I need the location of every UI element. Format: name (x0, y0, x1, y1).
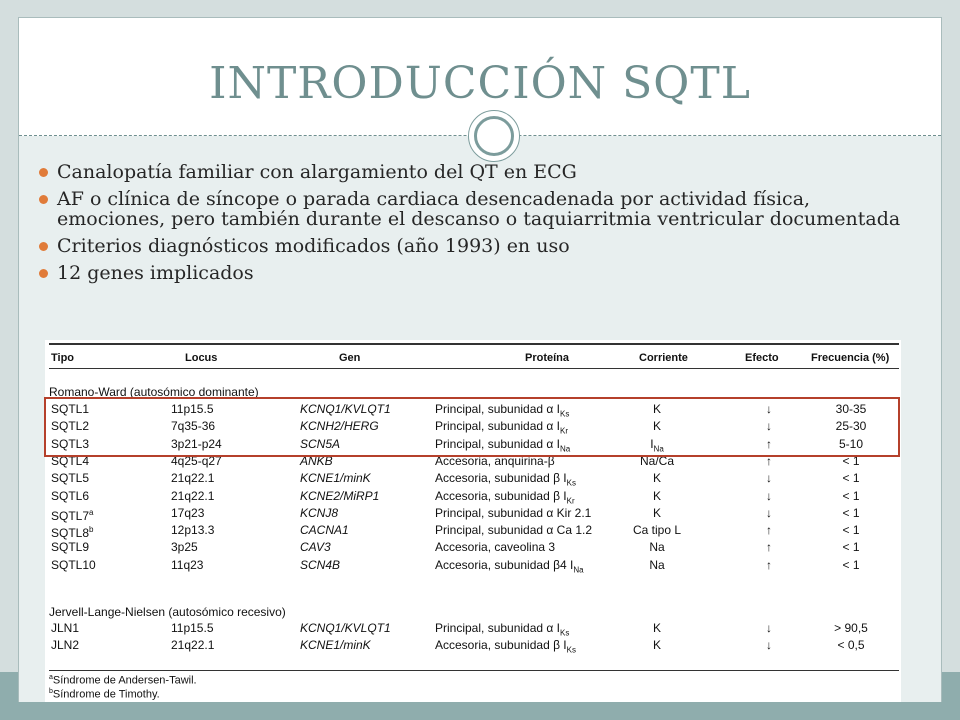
cell-corriente: Ca tipo L (632, 523, 682, 537)
cell-frecuencia: < 1 (842, 506, 860, 520)
cell-corriente: K (652, 402, 661, 416)
cell-corriente: K (652, 419, 661, 433)
cell-gen: CACNA1 (300, 523, 349, 537)
cell-proteina: Principal, subunidad α $I_{Ks}$ (435, 621, 570, 638)
cell-efecto: ↑ (766, 454, 772, 468)
cell-proteina: Accesoria, subunidad β $I_{Ks}$ (435, 471, 576, 488)
cell-tipo: JLN2 (51, 638, 80, 652)
cell-gen: KCNJ8 (300, 506, 339, 520)
footnote-marker: a (49, 674, 53, 681)
cell-locus: 21q22.1 (171, 638, 215, 652)
cell-locus: 12p13.3 (171, 523, 215, 537)
group-jervell-lange-nielsen: Jervell-Lange-Nielsen (autosómico recesivo) (49, 605, 286, 619)
cell-tipo: SQTL5 (51, 471, 90, 485)
bullet-item (37, 189, 917, 229)
cell-frecuencia: 25-30 (835, 419, 867, 433)
current-subscript: Na (560, 444, 571, 454)
footnote-marker: b (49, 688, 53, 695)
cell-locus: 11p15.5 (171, 621, 214, 635)
cell-proteina: Principal, subunidad α Kir 2.1 (435, 506, 592, 520)
cell-proteina: Accesoria, subunidad β4 $I_{Na}$ (435, 558, 584, 575)
bullet-text: AF o clínica de síncope o parada cardiaca desencadenada por actividad física, emociones, pero también durante el descanso o taquiarritmia ventricular documentada (57, 188, 901, 230)
bullet-item (37, 263, 917, 283)
current-subscript: Kr (566, 496, 575, 506)
cell-gen: KCNE2/MiRP1 (300, 489, 380, 503)
cell-tipo: JLN1 (51, 621, 80, 635)
cell-locus: 4q25-q27 (171, 454, 222, 468)
table-top-rule (49, 343, 899, 345)
cell-frecuencia: > 90,5 (834, 621, 868, 635)
bullet-text: Canalopatía familiar con alargamiento del QT en ECG (57, 161, 577, 183)
cell-gen: ANKB (300, 454, 333, 468)
cell-proteina: Accesoria, subunidad β $I_{Ks}$ (435, 638, 576, 655)
cell-efecto: ↓ (766, 402, 772, 416)
current-subscript: Ks (560, 628, 570, 638)
cell-locus: 17q23 (171, 506, 205, 520)
cell-frecuencia: < 1 (842, 540, 860, 554)
cell-tipo: SQTL6 (51, 489, 90, 503)
cell-corriente: $I_{Na}$ (650, 437, 664, 454)
table-header-rule (49, 368, 899, 369)
highlight-box (44, 397, 900, 457)
cell-locus: 21q22.1 (171, 489, 215, 503)
bullet-text: 12 genes implicados (57, 262, 254, 284)
footnote-a: $^a$Síndrome de Andersen-Tawil. (49, 674, 197, 687)
cell-frecuencia: < 1 (842, 523, 860, 537)
cell-frecuencia: 5-10 (838, 437, 864, 451)
header-locus: Locus (185, 352, 218, 364)
footnote-b: $^b$Síndrome de Timothy. (49, 688, 160, 701)
slide (18, 17, 942, 702)
cell-proteina: Principal, subunidad α $I_{Na}$ (435, 437, 571, 454)
header-frecuencia: Frecuencia (%) (811, 352, 890, 364)
cell-corriente: K (652, 638, 661, 652)
slide-title: INTRODUCCIÓN SQTL (209, 58, 751, 109)
cell-frecuencia: < 1 (842, 558, 860, 572)
cell-frecuencia: < 1 (842, 454, 860, 468)
cell-locus: 3p21-p24 (171, 437, 222, 451)
current-subscript: Ks (560, 409, 570, 419)
bullet-dot-icon (39, 242, 48, 251)
bullet-item (37, 236, 917, 256)
cell-locus: 21q22.1 (171, 471, 215, 485)
cell-tipo: SQTL8$^b$ (51, 525, 94, 540)
cell-corriente: K (652, 506, 661, 520)
current-subscript: Na (653, 444, 664, 454)
cell-efecto: ↓ (766, 621, 772, 635)
cell-gen: KCNE1/minK (300, 471, 371, 485)
cell-corriente: Na (649, 558, 665, 572)
cell-gen: KCNQ1/KVLQT1 (300, 402, 391, 416)
cell-gen: SCN4B (300, 558, 341, 572)
bullet-item (37, 162, 917, 182)
header-efecto: Efecto (745, 352, 779, 364)
current-subscript: Ks (566, 645, 576, 655)
cell-tipo: SQTL10 (51, 558, 96, 572)
cell-corriente: K (652, 471, 661, 485)
cell-tipo: SQTL3 (51, 437, 90, 451)
cell-proteina: Principal, subunidad α $I_{Ks}$ (435, 402, 570, 419)
bullet-text: Criterios diagnósticos modificados (año 1993) en uso (57, 235, 570, 257)
cell-frecuencia: 30-35 (835, 402, 867, 416)
cell-efecto: ↓ (766, 471, 772, 485)
circle-ornament-icon (468, 110, 520, 162)
cell-corriente: K (652, 489, 661, 503)
footnote-marker: b (89, 525, 94, 534)
cell-proteina: Principal, subunidad α Ca 1.2 (435, 523, 593, 537)
header-tipo: Tipo (51, 352, 75, 364)
bullet-dot-icon (39, 168, 48, 177)
cell-efecto: ↑ (766, 437, 772, 451)
header-gen: Gen (339, 352, 361, 364)
cell-efecto: ↓ (766, 419, 772, 433)
cell-efecto: ↑ (766, 558, 772, 572)
current-subscript: Kr (560, 426, 569, 436)
header-proteina: Proteína (525, 352, 570, 364)
bullet-list (37, 162, 917, 290)
cell-gen: KCNQ1/KVLQT1 (300, 621, 391, 635)
cell-locus: 3p25 (171, 540, 198, 554)
cell-locus: 11q23 (171, 558, 204, 572)
cell-corriente: K (652, 621, 661, 635)
cell-efecto: ↑ (766, 540, 772, 554)
cell-frecuencia: < 1 (842, 471, 860, 485)
cell-tipo: SQTL2 (51, 419, 90, 433)
cell-locus: 7q35-36 (171, 419, 216, 433)
genes-table (45, 340, 901, 702)
group-romano-ward: Romano-Ward (autosómico dominante) (49, 385, 259, 399)
cell-proteina: Accesoria, subunidad β $I_{Kr}$ (435, 489, 575, 506)
cell-corriente: Na/Ca (639, 454, 674, 468)
cell-tipo: SQTL4 (51, 454, 90, 468)
cell-proteina: Principal, subunidad α $I_{Kr}$ (435, 419, 569, 436)
cell-proteina: Accesoria, anquirina-β (435, 454, 555, 468)
header-corriente: Corriente (639, 352, 688, 364)
cell-tipo: SQTL7$^a$ (51, 508, 94, 523)
table-bottom-rule (49, 670, 899, 671)
current-subscript: Na (573, 565, 584, 575)
cell-efecto: ↑ (766, 523, 772, 537)
cell-frecuencia: < 1 (842, 489, 860, 503)
cell-gen: KCNE1/minK (300, 638, 371, 652)
cell-gen: CAV3 (300, 540, 331, 554)
circle-ornament-inner (474, 116, 514, 156)
cell-corriente: Na (649, 540, 665, 554)
cell-tipo: SQTL1 (51, 402, 90, 416)
cell-efecto: ↓ (766, 506, 772, 520)
cell-gen: SCN5A (300, 437, 341, 451)
cell-proteina: Accesoria, caveolina 3 (435, 540, 556, 554)
cell-gen: KCNH2/HERG (300, 419, 379, 433)
cell-efecto: ↓ (766, 638, 772, 652)
current-subscript: Ks (566, 478, 576, 488)
bullet-dot-icon (39, 269, 48, 278)
cell-frecuencia: < 0,5 (837, 638, 865, 652)
cell-locus: 11p15.5 (171, 402, 214, 416)
footnote-marker: a (89, 508, 94, 517)
cell-efecto: ↓ (766, 489, 772, 503)
cell-tipo: SQTL9 (51, 540, 90, 554)
bullet-dot-icon (39, 195, 48, 204)
